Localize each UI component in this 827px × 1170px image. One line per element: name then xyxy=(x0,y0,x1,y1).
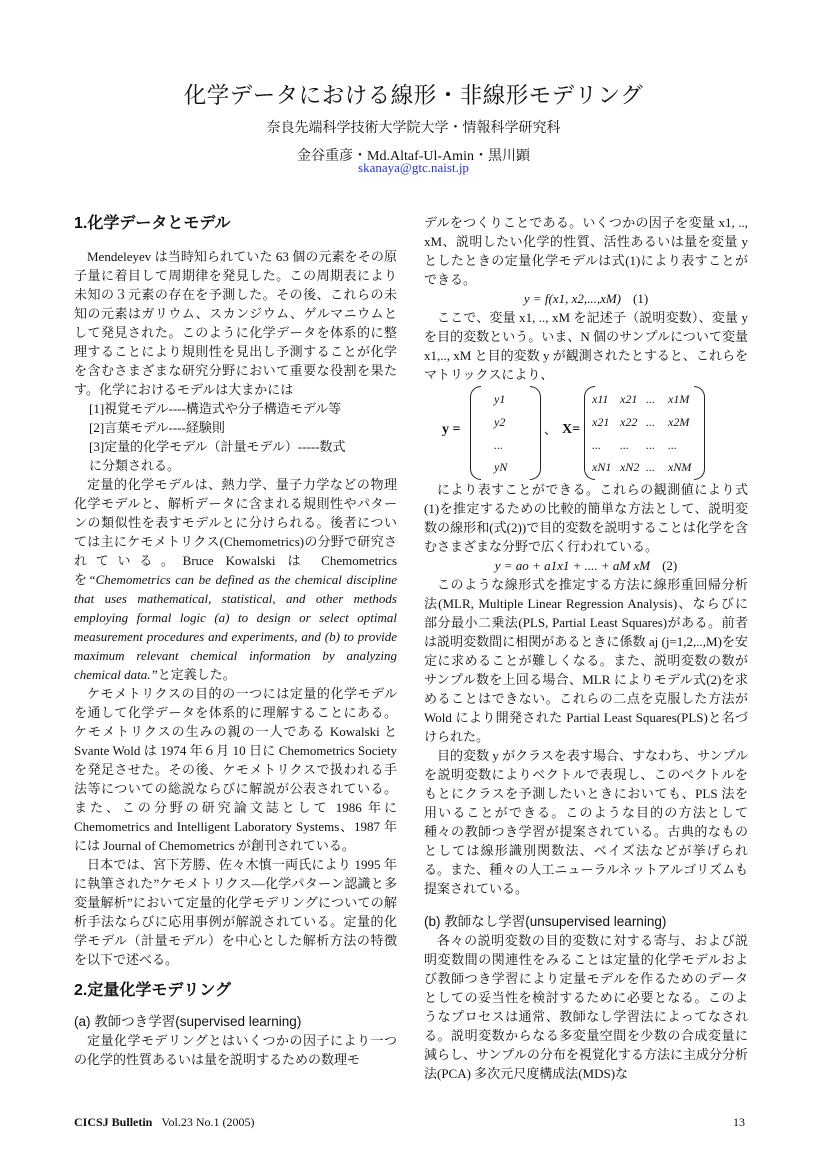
affiliation: 奈良先端科学技術大学院大学・情報科学研究科 xyxy=(266,121,561,136)
separator: 、 xyxy=(544,422,558,437)
section-heading-2: 2.定量化学モデリング xyxy=(74,982,232,999)
right-column xyxy=(424,213,748,1083)
list-item: [3]定量的化学モデル（計量モデル）-----数式 xyxy=(89,439,346,454)
x-cell: ... xyxy=(668,438,677,452)
x-cell: ... xyxy=(646,460,655,474)
equation-2: y = ao + a1x1 + .... + aM xM (2) xyxy=(494,558,678,573)
subsection-heading-b: (b) 教師なし学習(unsupervised learning) xyxy=(424,914,667,929)
paragraph: ここで、変量 x1, .., xM を記述子（説明変数）、変量 y を目的変数という。いま、N 個のサンプルについて変量 x1,.., xM と目的変数 y が観測されたとすると、これらをマトリックスにより、 xyxy=(424,310,748,382)
footer-journal: CICSJ Bulletin Vol.23 No.1 (2005) xyxy=(74,1115,255,1129)
list-item: [2]言葉モデル----経験則 xyxy=(89,420,225,435)
x-cell: xN2 xyxy=(620,460,640,474)
matrix-block xyxy=(424,384,748,480)
x-cell: ... xyxy=(646,438,655,452)
y-vector-label: y = xyxy=(442,422,461,437)
x-cell: ... xyxy=(646,392,655,406)
x-cell: x21 xyxy=(620,392,638,406)
paragraph: Mendeleyev は当時知られていた 63 個の元素をその原子量に着目して周期律を発見した。この周期表により未知の３元素の存在を予測した。その後、これらの未知の元素はガリウム、スカンジウム、ゲルマニウムとして発見された。このように化学データを体系的に整理することにより規則性を見出し予測することが化学を含むさまざまな研究分野において重要な役割を果たす。化学におけるモデルは大まかには xyxy=(74,249,397,397)
x-cell: x11 xyxy=(592,392,609,406)
authors: 金谷重彦・Md.Altaf-Ul-Amin・黒川顕 xyxy=(297,149,530,164)
x-cell: x2M xyxy=(668,415,690,429)
x-cell: x21 xyxy=(592,415,610,429)
paragraph: により表すことができる。これらの観測値により式(1)を推定するための比較的簡単な方法として、説明変数の線形和(式(2))で目的変数を説明することは化学を含むさまざまな分野で広く行われている。 xyxy=(424,482,748,554)
x-matrix xyxy=(584,386,700,478)
x-cell: x1M xyxy=(668,392,690,406)
left-column xyxy=(74,214,397,1069)
x-cell: ... xyxy=(592,438,601,452)
x-cell: xN1 xyxy=(592,460,612,474)
paragraph: ケモメトリクスの目的の一つには定量的化学モデルを通して化学データを体系的に理解することにある。ケモメトリクスの生みの親の一人である Kowalski と Svante Wold は 1974 年６月 10 日に Chemometrics Society を発足させた。その後、ケモメトリクスで扱われる手法等についての総説ならびに解説が公表されている。また、この分野の研究論文誌として 1986 年に Chemometrics and Intelligent Laboratory Systems、1987 年には Journal of Chemometrics が創刊されている。 xyxy=(74,686,397,853)
kowalski-quote: “Chemometrics can be defined as the chemical discipline that uses mathematical, statistical, and other methods employing formal logic (a) to design or select optimal measurement procedures and experiments, and (b) to provide maximum relevant chemical information by analyzing chemical data.” xyxy=(74,572,397,682)
y-cell: yN xyxy=(494,460,508,474)
paragraph: 各々の説明変数の目的変数に対する寄与、および説明変数間の関連性をみることは定量的化学モデルおよび教師つき学習により定量モデルを作るためのデータとしての妥当性を検討するために必要となる。このようなプロセスは通常、教師なし学習法によってなされる。説明変数からなる多変量空間を少数の合成変量に減らし、サンプルの分布を視覚化する方法に主成分分析法(PCA) 多次元尺度構成法(MDS)な xyxy=(424,933,748,1081)
author-email[interactable]: skanaya@gtc.naist.jp xyxy=(358,160,469,175)
paragraph: 定量的化学モデルは、熱力学、量子力学などの物理化学モデルと、解析データに含まれる規則性やパターンの類似性を表すモデルとに分けられる。後者については主にケモメトリクス(Chemometrics)の分野で研究されている。Bruce Kowalski は Chemometrics を“Chemometrics can be defined as the chemical discipline that uses mathematical, statistical, and other methods employing formal logic (a) to design or select optimal measurement procedures and experiments, and (b) to provide maximum relevant chemical information by analyzing chemical data.”と定義した。 xyxy=(74,477,397,682)
x-cell: x22 xyxy=(620,415,638,429)
list-item: に分類される。 xyxy=(89,458,181,473)
x-cell: ... xyxy=(620,438,629,452)
paragraph: 日本では、宮下芳勝、佐々木慎一両氏により 1995 年に執筆された”ケモメトリクス―化学パターン認識と多変量解析”において定量的化学モデリングについての解析手法ならびに応用事例が解説されている。定量的化学モデル（計量モデル）を中心とした解析方法の特徴を以下で述べる。 xyxy=(74,857,397,967)
equation-1: y = f(x1, x2,...,xM) (1) xyxy=(523,291,649,306)
y-cell: ... xyxy=(494,438,503,452)
paragraph: デルをつくりことである。いくつかの因子を変量 x1, .., xM、説明したい化学的性質、活性あるいは量を変量 y としたときの定量化学モデルは式(1)により表すことができる。 xyxy=(424,215,748,287)
paper-title: 化学データにおける線形・非線形モデリング xyxy=(183,83,644,108)
subsection-heading-a: (a) 教師つき学習(supervised learning) xyxy=(74,1014,302,1029)
x-cell: ... xyxy=(646,415,655,429)
paragraph: このような線形式を推定する方法に線形重回帰分析法(MLR, Multiple Linear Regression Analysis)、ならびに部分最小二乗法(PLS, Partial Least Squares)がある。前者は説明変数間に相関があるときに係数 aj (j=1,2,..,M)を安定に求めることが難しくなる。また、説明変数の数がサンプル数を上回る場合、MLR によりモデル式(2)を求めることはできない。これらの二点を克服した方法が Wold により開発された Partial Least Squares(PLS)と名づけられた。 xyxy=(424,577,748,744)
paragraph: 定量化学モデリングとはいくつかの因子により一つの化学的性質あるいは量を説明するための数理モ xyxy=(74,1033,397,1067)
y-cell: y1 xyxy=(494,392,506,406)
section-heading-1: 1.化学データとモデル xyxy=(74,215,231,232)
page-number: 13 xyxy=(733,1115,745,1129)
list-item: [1]視覚モデル----構造式や分子構造モデル等 xyxy=(89,401,342,416)
x-matrix-label: X= xyxy=(562,422,581,437)
y-cell: y2 xyxy=(494,415,506,429)
x-cell: xNM xyxy=(668,460,692,474)
paragraph: 目的変数 y がクラスを表す場合、すなわち、サンプルを説明変数によりベクトルで表現し、このベクトルをもとにクラスを予測したいときにおいても、PLS 法を用いることができる。このような目的の方法として種々の教師つき学習が提案されている。古典的なものとしては線形識別関数法、ベイズ法などが挙げられる。また、種々の人工ニューラルネットアルゴリズムも提案されている。 xyxy=(424,748,748,896)
y-vector xyxy=(470,386,542,478)
